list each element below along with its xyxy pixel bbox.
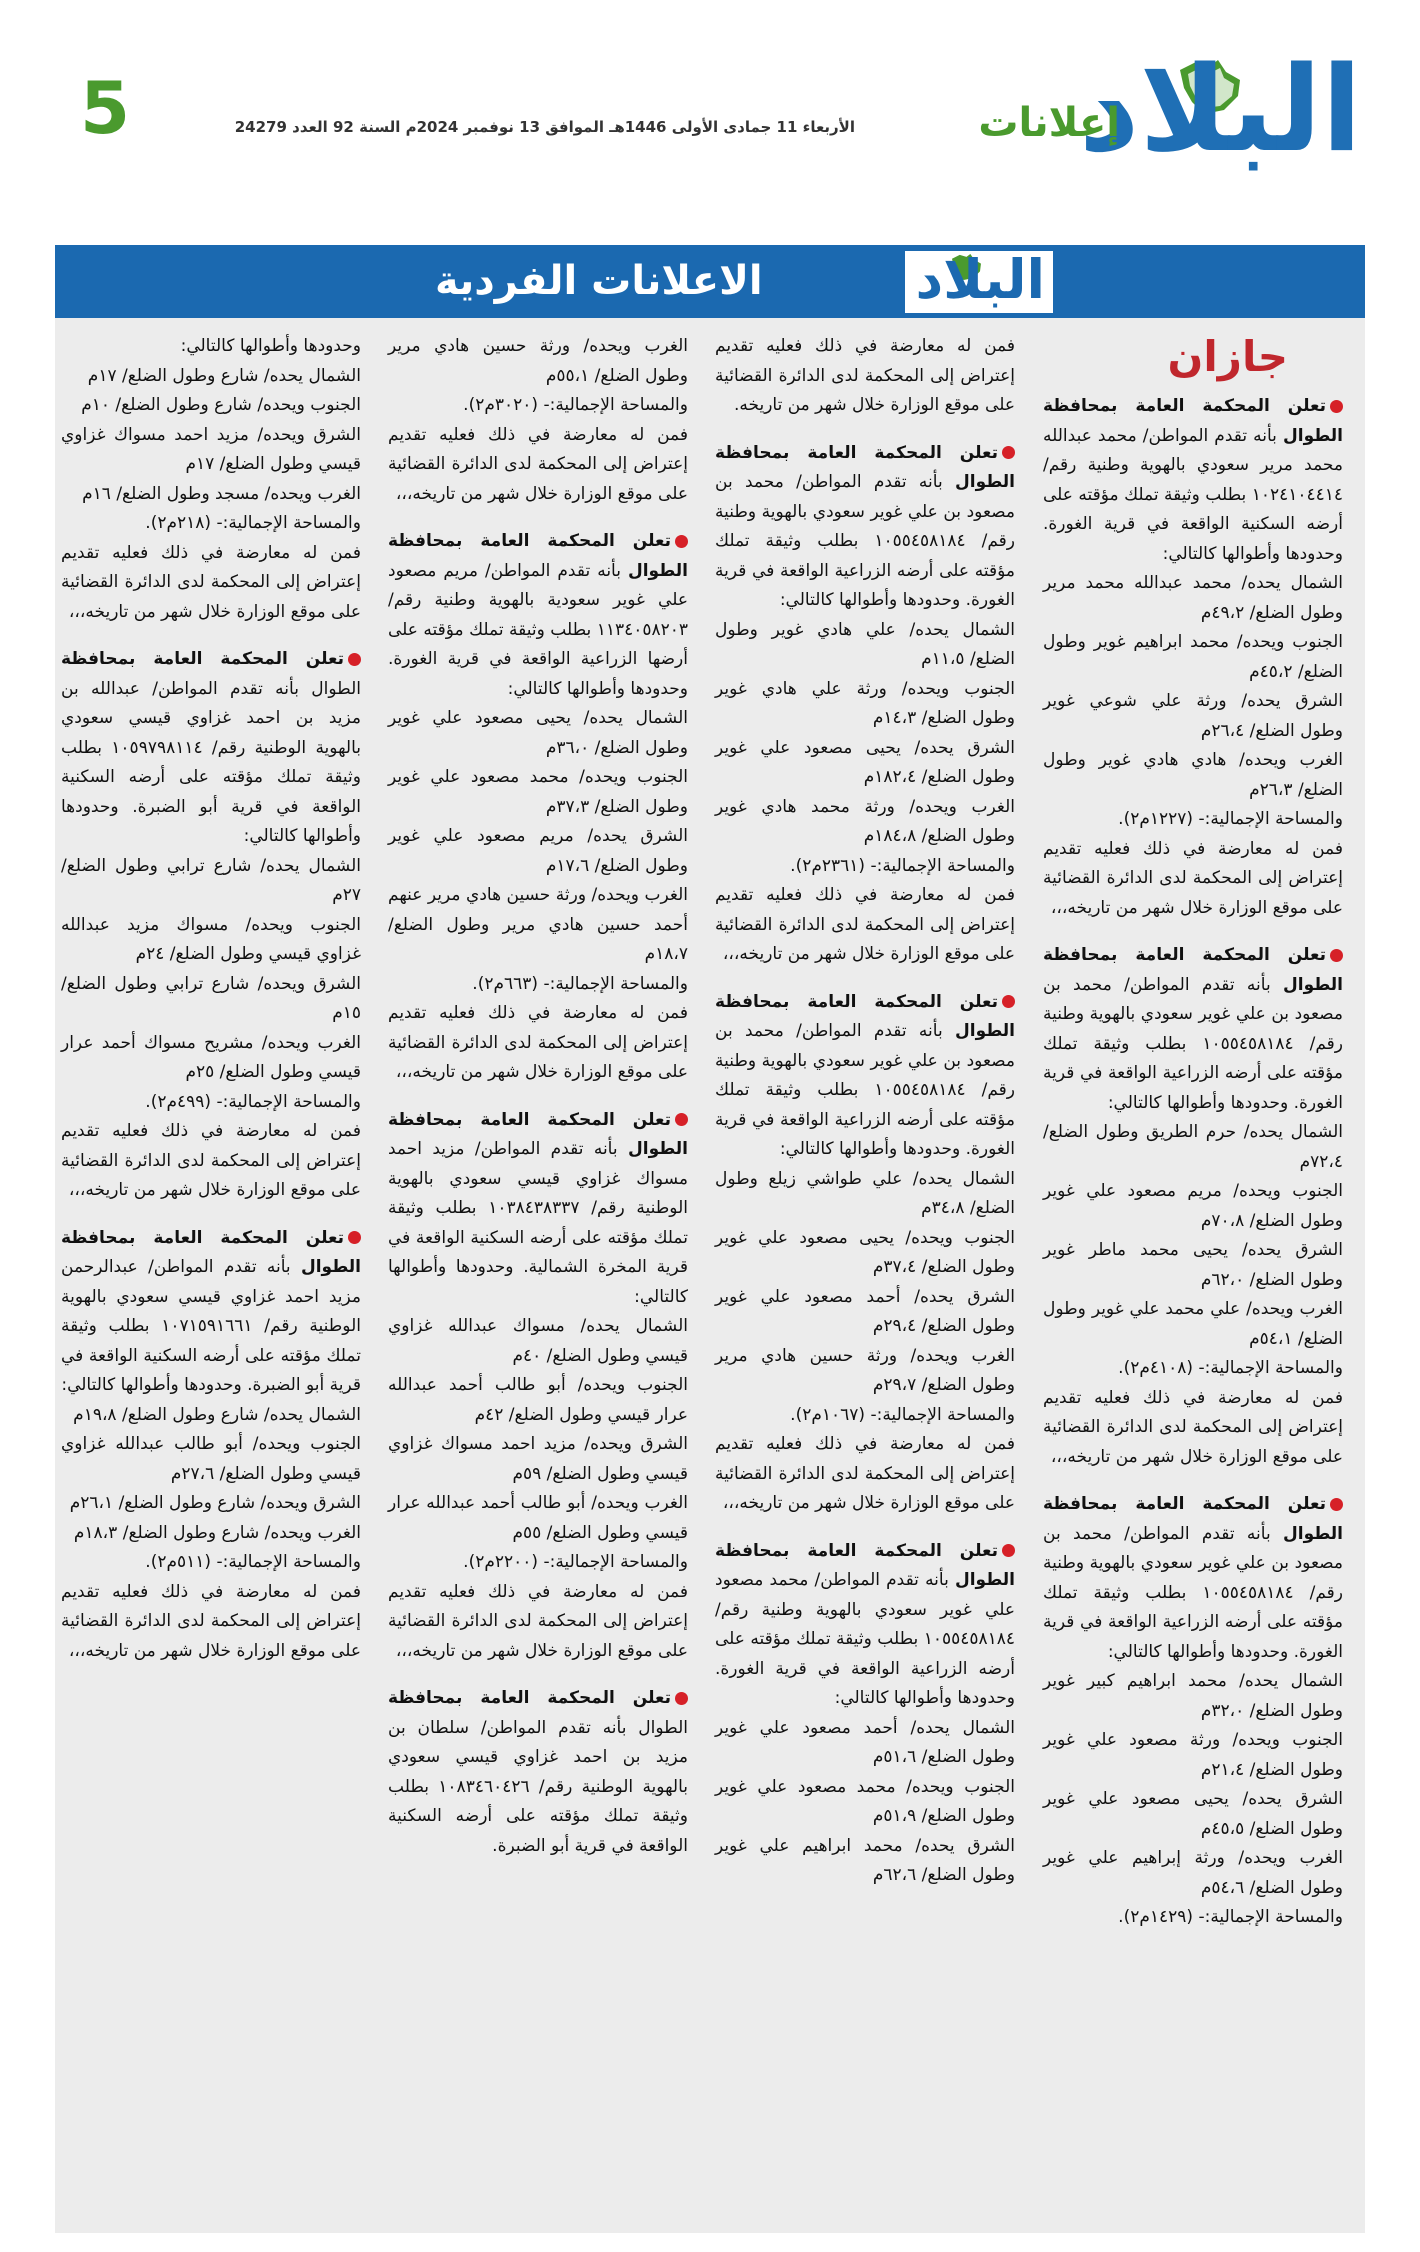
- notice-closing: فمن له معارضة في ذلك فعليه تقديم إعتراض إلى المحكمة لدى الدائرة القضائية على موقع الوزارة خلال شهر من تاريخه.: [715, 336, 1015, 415]
- boundary-line: الشرق ويحده/ شارع ترابي وطول الضلع/ ١٥م: [61, 973, 361, 1023]
- banner-logo: [915, 247, 1045, 315]
- boundary-line: الشرق يحده/ أحمد مصعود علي غوير وطول الضلع/ ٢٩،٤م: [715, 1286, 1015, 1336]
- notice-body: بأنه تقدم المواطن/ محمد بن مصعود بن علي غوير سعودي بالهوية وطنية رقم/ ١٠٥٥٤٥٨١٨٤ بطلب وثيقة تملك مؤقته على أرضه الزراعية الواقعة في قرية الغورة. وحدودها وأطوالها كالتالي:: [1043, 974, 1344, 1113]
- notice-closing: فمن له معارضة في ذلك فعليه تقديم إعتراض إلى المحكمة لدى الدائرة القضائية على موقع الوزارة خلال شهر من تاريخه،،،: [1043, 838, 1343, 918]
- masthead: [0, 0, 1420, 230]
- notice-paragraph: [61, 645, 361, 852]
- boundary-line: الشمال يحده/ شارع ترابي وطول الضلع/ ٢٧م: [61, 855, 361, 905]
- bullet-dot-icon: [675, 535, 688, 548]
- boundary-line: الجنوب ويحده/ محمد ابراهيم غوير وطول الضلع/ ٤٥،٢م: [1043, 632, 1343, 682]
- column-3: [388, 332, 688, 1879]
- boundary-line: الغرب ويحده/ هادي هادي غوير وطول الضلع/ ٢٦،٣م: [1043, 750, 1343, 800]
- notice-closing: فمن له معارضة في ذلك فعليه تقديم إعتراض إلى المحكمة لدى الدائرة القضائية على موقع الوزارة خلال شهر من تاريخه،،،: [61, 1121, 361, 1200]
- notice-body: بأنه تقدم المواطن/ عبدالرحمن مزيد احمد غزاوي قيسي سعودي بالهوية الوطنية رقم/ ١٠٧١٥٩١٦٦١ بطلب وثيقة تملك مؤقته على أرضه السكنية الواقعة في قرية أبو الضبرة. وحدودها وأطوالها كالتالي:: [61, 1257, 361, 1395]
- notice: [388, 332, 688, 509]
- notice-lead: تعلن المحكمة العامة بمحافظة الطوال: [715, 1540, 1015, 1590]
- notice-closing: فمن له معارضة في ذلك فعليه تقديم إعتراض إلى المحكمة لدى الدائرة القضائية على موقع الوزارة خلال شهر من تاريخه،،،: [715, 885, 1015, 964]
- bullet-dot-icon: [1002, 446, 1015, 459]
- boundary-line: الشرق ويحده/ مزيد احمد مسواك غزاوي قيسي وطول الضلع/ ٥٩م: [388, 1434, 688, 1484]
- boundary-line: الغرب ويحده/ أبو طالب أحمد عبدالله عرار قيسي وطول الضلع/ ٥٥م: [388, 1493, 688, 1543]
- boundary-line: الغرب ويحده/ ورثة حسين هادي مرير عنهم أحمد حسين هادي مرير وطول الضلع/ ١٨،٧م: [388, 885, 688, 964]
- notice-lead: تعلن المحكمة العامة بمحافظة الطوال: [61, 1227, 361, 1277]
- bullet-dot-icon: [1002, 995, 1015, 1008]
- notice-lead: تعلن المحكمة العامة بمحافظة الطوال: [715, 991, 1016, 1041]
- issue-date-line: الأربعاء 11 جمادى الأولى 1446هـ الموافق 13 نوفمبر 2024م السنة 92 العدد 24279: [234, 118, 855, 136]
- notice: [1043, 941, 1343, 1472]
- notice-closing: فمن له معارضة في ذلك فعليه تقديم إعتراض إلى المحكمة لدى الدائرة القضائية على موقع الوزارة خلال شهر من تاريخه،،،: [388, 1003, 688, 1082]
- section-label: إعلانات: [978, 100, 1120, 146]
- notice-paragraph: [1043, 941, 1343, 1118]
- boundary-line: الشرق يحده/ محمد ابراهيم علي غوير وطول الضلع/ ٦٢،٦م: [715, 1835, 1015, 1885]
- boundary-line: والمساحة الإجمالية:- (٢٣٦١م٢).: [790, 855, 1015, 876]
- notice: [1043, 1490, 1343, 1933]
- notice: [1043, 392, 1343, 923]
- boundary-line: الشمال يحده/ شارع وطول الضلع/ ١٩،٨م: [73, 1404, 361, 1425]
- boundary-line: الشرق يحده/ يحيى مصعود علي غوير وطول الضلع/ ١٨٢،٤م: [715, 737, 1015, 787]
- notice-paragraph: [388, 527, 688, 704]
- column-2: [715, 332, 1015, 1909]
- notice: [715, 1537, 1015, 1891]
- notice: [61, 645, 361, 1206]
- bullet-dot-icon: [675, 1113, 688, 1126]
- boundary-line: والمساحة الإجمالية:- (١٤٢٩م٢).: [1118, 1907, 1343, 1927]
- notice-body: بأنه تقدم المواطن/ محمد بن مصعود بن علي غوير سعودي بالهوية وطنية رقم/ ١٠٥٥٤٥٨١٨٤ بطلب وثيقة تملك مؤقته على أرضه الزراعية الواقعة في قرية الغورة. وحدودها وأطوالها كالتالي:: [715, 472, 1016, 610]
- boundary-line: الشرق يحده/ يحيى محمد ماطر غوير وطول الضلع/ ٦٢،٠م: [1043, 1240, 1343, 1290]
- boundary-line: والمساحة الإجمالية:- (٥١١م٢).: [145, 1552, 361, 1572]
- boundary-line: الجنوب ويحده/ محمد مصعود علي غوير وطول الضلع/ ٥١،٩م: [715, 1776, 1015, 1826]
- notice-paragraph: [715, 988, 1015, 1165]
- boundary-line: الشمال يحده/ علي هادي غوير وطول الضلع/ ١١،٥م: [715, 619, 1015, 669]
- boundary-line: والمساحة الإجمالية:- (٤١٠٨م٢).: [1118, 1358, 1343, 1378]
- region-heading: جازان: [1167, 332, 1288, 381]
- notice-paragraph: [715, 439, 1015, 616]
- notice-lead: تعلن المحكمة العامة بمحافظة الطوال: [1043, 945, 1344, 995]
- notice-closing: فمن له معارضة في ذلك فعليه تقديم إعتراض إلى المحكمة لدى الدائرة القضائية على موقع الوزارة خلال شهر من تاريخه،،،: [61, 1581, 361, 1661]
- boundary-line: الغرب ويحده/ علي محمد علي غوير وطول الضلع/ ٥٤،١م: [1043, 1299, 1343, 1349]
- boundary-line: والمساحة الإجمالية:- (٣٠٢٠م٢).: [463, 395, 688, 415]
- notice-body: بأنه تقدم المواطن/ مريم مصعود علي غوير سعودية بالهوية وطنية رقم/ ١١٣٤٠٥٨٢٠٣ بطلب وثيقة تملك مؤقته على أرضها الزراعية الواقعة في قرية الغورة. وحدودها وأطوالها كالتالي:: [388, 560, 688, 699]
- boundary-line: الجنوب ويحده/ ورثة مصعود علي غوير وطول الضلع/ ٢١،٤م: [1043, 1730, 1343, 1780]
- notice-closing: فمن له معارضة في ذلك فعليه تقديم إعتراض إلى المحكمة لدى الدائرة القضائية على موقع الوزارة خلال شهر من تاريخه،،،: [61, 542, 361, 622]
- notice-body: بأنه تقدم المواطن/ مزيد احمد مسواك غزاوي قيسي سعودي بالهوية الوطنية رقم/ ١٠٣٨٤٣٨٣٣٧ بطلب وثيقة تملك مؤقته على أرضه السكنية الواقعة في قرية المخرة الشمالية. وحدودها وأطوالها كالتالي:: [388, 1139, 688, 1307]
- notice-lead: تعلن المحكمة العامة بمحافظة الطوال: [388, 1109, 689, 1159]
- notice-body: بأنه تقدم المواطن/ محمد بن مصعود بن علي غوير سعودي بالهوية وطنية رقم/ ١٠٥٥٤٥٨١٨٤ بطلب وثيقة تملك مؤقته على أرضه الزراعية الواقعة في قرية الغورة. وحدودها وأطوالها كالتالي:: [1043, 1523, 1344, 1662]
- boundary-line: الجنوب ويحده/ يحيى مصعود علي غوير وطول الضلع/ ٣٧،٤م: [715, 1227, 1015, 1277]
- bullet-dot-icon: [348, 1231, 361, 1244]
- boundary-line: الشرق ويحده/ شارع وطول الضلع/ ٢٦،١م: [69, 1493, 361, 1513]
- boundary-line: الغرب ويحده/ شارع وطول الضلع/ ١٨،٣م: [73, 1522, 361, 1543]
- notice-closing: فمن له معارضة في ذلك فعليه تقديم إعتراض إلى المحكمة لدى الدائرة القضائية على موقع الوزارة خلال شهر من تاريخه،،،: [1043, 1387, 1343, 1467]
- boundary-line: الشمال يحده/ يحيى مصعود علي غوير وطول الضلع/ ٣٦،٠م: [388, 708, 688, 758]
- boundary-line: الشمال يحده/ شارع وطول الضلع/ ١٧م: [87, 365, 361, 386]
- boundary-line: الغرب ويحده/ مشريح مسواك أحمد عرار قيسي وطول الضلع/ ٢٥م: [61, 1032, 361, 1082]
- boundary-line: الشمال يحده/ أحمد مصعود علي غوير وطول الضلع/ ٥١،٦م: [715, 1717, 1015, 1767]
- notice-lead: تعلن المحكمة العامة بمحافظة الطوال: [715, 442, 1016, 492]
- newspaper-logo[interactable]: [1078, 40, 1362, 188]
- notice-body: بأنه تقدم المواطن/ محمد مصعود علي غوير سعودي بالهوية وطنية رقم/ ١٠٥٥٤٥٨١٨٤ بطلب وثيقة تملك مؤقته على أرضه الزراعية الواقعة في قرية الغورة. وحدودها وأطوالها كالتالي:: [715, 1570, 1015, 1708]
- notice-lead: تعلن المحكمة العامة بمحافظة الطوال: [1043, 396, 1344, 446]
- boundary-line: والمساحة الإجمالية:- (٢١٨م٢).: [145, 513, 361, 533]
- notice-closing: فمن له معارضة في ذلك فعليه تقديم إعتراض إلى المحكمة لدى الدائرة القضائية على موقع الوزارة خلال شهر من تاريخه،،،: [388, 424, 688, 504]
- notice: [388, 1106, 688, 1667]
- boundary-line: الشرق يحده/ مريم مصعود علي غوير وطول الضلع/ ١٧،٦م: [388, 826, 688, 876]
- column-1: [1043, 332, 1343, 1951]
- bullet-dot-icon: [1002, 1544, 1015, 1557]
- bullet-dot-icon: [675, 1692, 688, 1705]
- bullet-dot-icon: [1330, 949, 1343, 962]
- boundary-line: الشمال يحده/ مسواك عبدالله غزاوي قيسي وطول الضلع/ ٤٠م: [388, 1316, 688, 1366]
- boundary-line: الشرق يحده/ يحيى مصعود علي غوير وطول الضلع/ ٤٥،٥م: [1043, 1789, 1343, 1839]
- notice-lead: تعلن المحكمة العامة بمحافظة: [61, 649, 344, 669]
- notice-lead: تعلن المحكمة العامة بمحافظة الطوال: [388, 531, 688, 581]
- notice-paragraph: [715, 1537, 1015, 1714]
- notice: [715, 332, 1015, 421]
- boundary-line: الجنوب ويحده/ أبو طالب أحمد عبدالله عرار قيسي وطول الضلع/ ٤٢م: [388, 1375, 688, 1425]
- notice: [61, 1224, 361, 1667]
- boundary-line: الشرق ويحده/ مزيد احمد مسواك غزاوي قيسي وطول الضلع/ ١٧م: [61, 424, 361, 474]
- boundary-line: الغرب ويحده/ مسجد وطول الضلع/ ١٦م: [82, 483, 361, 504]
- boundary-line: والمساحة الإجمالية:- (١٢٢٧م٢).: [1118, 809, 1343, 829]
- notice-lead: تعلن المحكمة العامة بمحافظة الطوال: [1043, 1494, 1344, 1544]
- notice-body: وحدودها وأطوالها كالتالي:: [180, 336, 361, 356]
- notice: [388, 1684, 688, 1861]
- notice-body: الطوال بأنه تقدم المواطن/ سلطان بن مزيد بن احمد غزاوي قيسي سعودي بالهوية الوطنية رقم/ ١٠٨٣٤٦٠٤٢٦ بطلب وثيقة تملك مؤقته على أرضه السكنية الواقعة في قرية أبو الضبرة.: [388, 1717, 689, 1856]
- notice-body: الطوال بأنه تقدم المواطن/ عبدالله بن مزيد بن احمد غزاوي قيسي سعودي بالهوية الوطنية رقم/ ١٠٥٩٧٩٨١١٤ بطلب وثيقة تملك مؤقته على أرضه السكنية الواقعة في قرية أبو الضبرة. وحدودها وأطوالها كالتالي:: [61, 678, 362, 846]
- notice-closing: فمن له معارضة في ذلك فعليه تقديم إعتراض إلى المحكمة لدى الدائرة القضائية على موقع الوزارة خلال شهر من تاريخه،،،: [715, 1434, 1015, 1513]
- boundary-line: والمساحة الإجمالية:- (٢٢٠٠م٢).: [463, 1552, 688, 1572]
- boundary-line: الغرب ويحده/ ورثة إبراهيم علي غوير وطول الضلع/ ٥٤،٦م: [1043, 1848, 1343, 1898]
- classifieds-banner: [55, 245, 1365, 318]
- boundary-line: الشمال يحده/ محمد عبدالله محمد مرير وطول الضلع/ ٤٩،٢م: [1043, 573, 1343, 623]
- notice: [715, 988, 1015, 1519]
- bullet-dot-icon: [1330, 1498, 1343, 1511]
- banner-logo-text: البلاد: [915, 248, 1045, 311]
- notice: [715, 439, 1015, 970]
- boundary-line: والمساحة الإجمالية:- (٦٦٣م٢).: [472, 973, 688, 994]
- notice-lead: تعلن المحكمة العامة بمحافظة: [388, 1688, 671, 1708]
- boundary-line: الجنوب ويحده/ ورثة علي هادي غوير وطول الضلع/ ١٤،٣م: [715, 678, 1015, 728]
- boundary-line: والمساحة الإجمالية:- (٤٩٩م٢).: [145, 1091, 361, 1112]
- notice-closing: فمن له معارضة في ذلك فعليه تقديم إعتراض إلى المحكمة لدى الدائرة القضائية على موقع الوزارة خلال شهر من تاريخه،،،: [388, 1581, 688, 1661]
- notice-paragraph: [61, 332, 361, 362]
- page-number: 5: [80, 66, 131, 150]
- bullet-dot-icon: [1330, 400, 1343, 413]
- logo-text: البلاد: [1078, 40, 1362, 178]
- notice-paragraph: [388, 1684, 688, 1861]
- banner-title: الاعلانات الفردية: [435, 258, 763, 304]
- notice-body: بأنه تقدم المواطن/ محمد بن مصعود بن علي غوير سعودي بالهوية وطنية رقم/ ١٠٥٥٤٥٨١٨٤ بطلب وثيقة تملك مؤقته على أرضه الزراعية الواقعة في قرية الغورة. وحدودها وأطوالها كالتالي:: [715, 1021, 1016, 1159]
- boundary-line: الشمال يحده/ حرم الطريق وطول الضلع/ ٧٢،٤م: [1043, 1122, 1343, 1172]
- boundary-line: الجنوب ويحده/ أبو طالب عبدالله غزاوي قيسي وطول الضلع/ ٢٧،٦م: [61, 1434, 361, 1484]
- boundary-line: والمساحة الإجمالية:- (١٠٦٧م٢).: [790, 1404, 1015, 1425]
- notice-paragraph: [61, 1224, 361, 1401]
- notice-paragraph: [388, 1106, 688, 1313]
- boundary-line: الجنوب ويحده/ محمد مصعود علي غوير وطول الضلع/ ٣٧،٣م: [388, 767, 688, 817]
- notice: [388, 527, 688, 1088]
- notice-paragraph: [1043, 392, 1343, 569]
- boundary-line: الشمال يحده/ محمد ابراهيم كبير غوير وطول الضلع/ ٣٢،٠م: [1043, 1671, 1343, 1721]
- boundary-line: الغرب ويحده/ ورثة حسين هادي مرير وطول الضلع/ ٢٩،٧م: [715, 1345, 1015, 1395]
- boundary-line: الغرب ويحده/ ورثة حسين هادي مرير وطول الضلع/ ٥٥،١م: [388, 336, 688, 386]
- bullet-dot-icon: [348, 653, 361, 666]
- boundary-line: الجنوب ويحده/ مريم مصعود علي غوير وطول الضلع/ ٧٠،٨م: [1043, 1181, 1343, 1231]
- notice-body: بأنه تقدم المواطن/ محمد عبدالله محمد مرير سعودي بالهوية وطنية رقم/ ١٠٢٤١٠٤٤١٤ بطلب وثيقة تملك مؤقته على أرضه السكنية الواقعة في قرية الغورة. وحدودها وأطوالها كالتالي:: [1043, 425, 1343, 564]
- column-4: [61, 332, 361, 1684]
- boundary-line: الجنوب ويحده/ شارع وطول الضلع/ ١٠م: [81, 395, 361, 415]
- boundary-line: الشمال يحده/ علي طواشي زيلع وطول الضلع/ ٣٤،٨م: [715, 1168, 1015, 1218]
- boundary-line: الجنوب ويحده/ مسواك مزيد عبدالله غزاوي قيسي وطول الضلع/ ٢٤م: [61, 914, 361, 964]
- classifieds-body: [55, 318, 1365, 2233]
- notice-paragraph: [1043, 1490, 1343, 1667]
- boundary-line: الغرب ويحده/ ورثة محمد هادي غوير وطول الضلع/ ١٨٤،٨م: [715, 796, 1015, 846]
- boundary-line: الشرق يحده/ ورثة علي شوعي غوير وطول الضلع/ ٢٦،٤م: [1043, 691, 1343, 741]
- notice: [61, 332, 361, 627]
